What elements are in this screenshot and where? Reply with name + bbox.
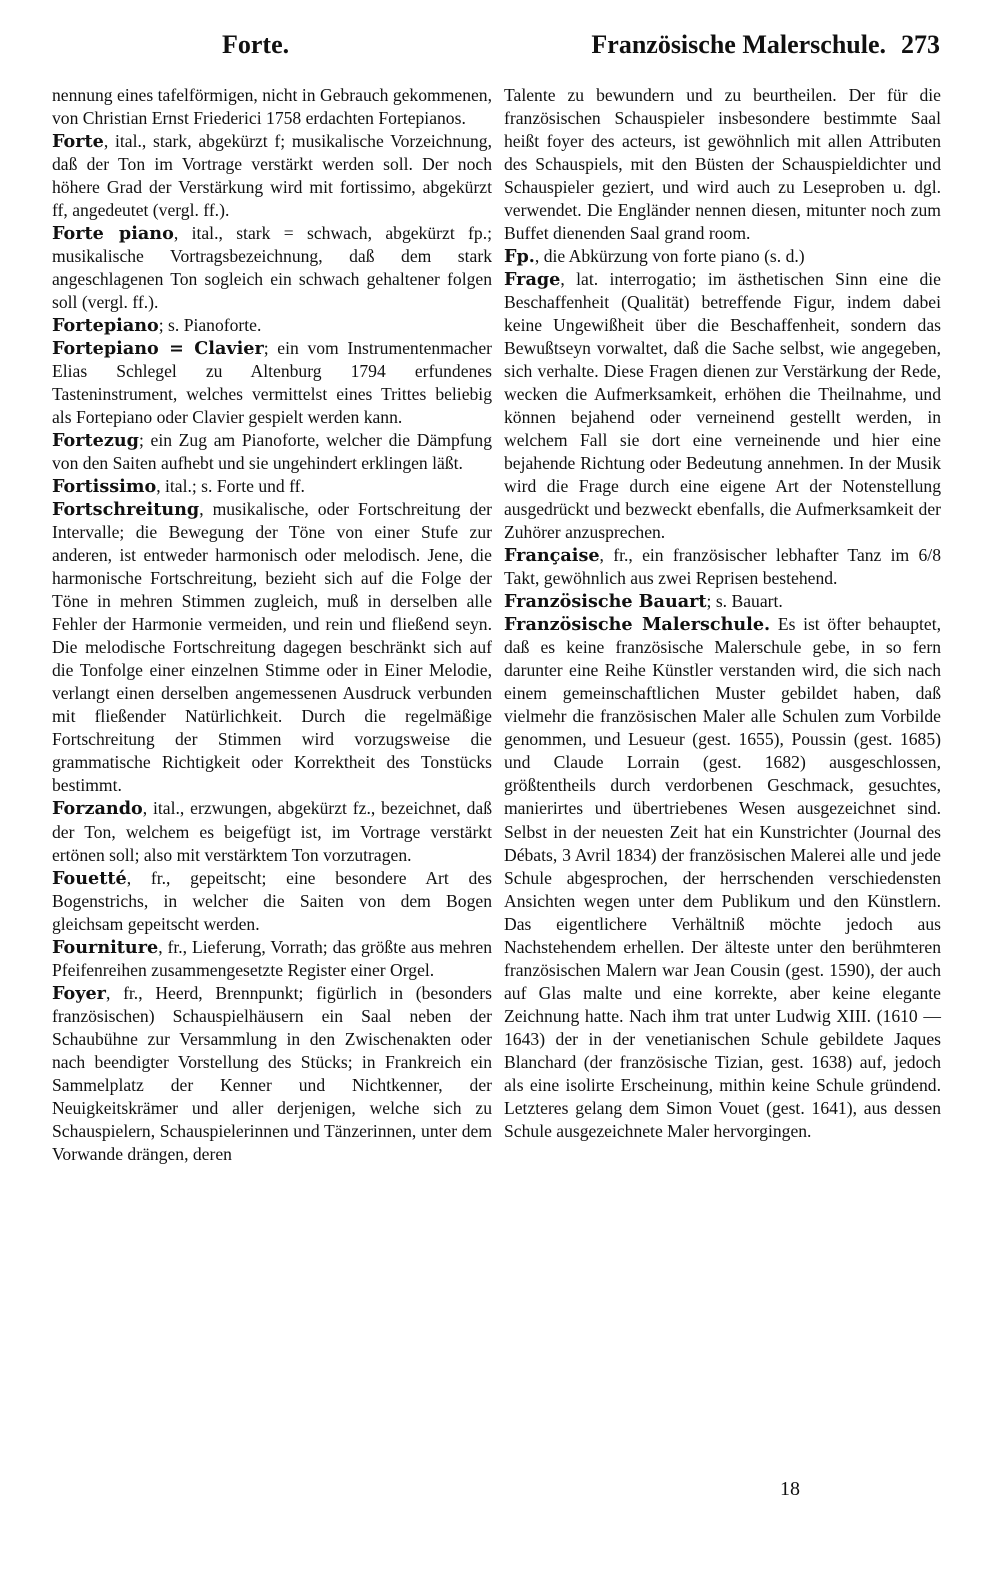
- entry-text: ; ein vom Instrumentenmacher Elias Schlegel zu Altenburg 1794 erfundenes Tasteninstrument, welches vermittelst eines Trittes beliebig als Fortepiano oder Clavier gespielt werden kann.: [52, 338, 492, 428]
- entry-text: , ital.; s. Forte und ff.: [156, 476, 305, 497]
- entry-text: , fr., Heerd, Brennpunkt; figürlich in (besonders französischen) Schauspielhäusern ein Saal neben der Schaubühne zur Versammlung in den Zwischenakten oder nach beendigter Vorstellung des Stücks; in Frankreich ein Sammelplatz der Kenner und Nichtkenner, der Neuigkeitskrämer und aller derjenigen, welche sich zu Schauspielern, Schauspielerinnen und Tänzerinnen, unter dem Vorwande drängen, deren: [52, 982, 492, 1164]
- entry-text: ; s. Bauart.: [706, 591, 783, 612]
- entry-headword: Französische Bauart: [504, 591, 707, 613]
- entry: [504, 613, 941, 1142]
- entry-text: , ital., stark, abgekürzt f; musikalische Vorzeichnung, daß der Ton im Vortrage verstärkt werden soll. Der noch höhere Grad der Verstärkung wird mit fortissimo, abgekürzt ff, angedeutet (vergl. ff.).: [52, 131, 492, 221]
- entry: [504, 245, 941, 268]
- entry: [52, 429, 492, 475]
- entry: [52, 797, 492, 866]
- entry: [52, 982, 492, 1166]
- entry-text: nennung eines tafelförmigen, nicht in Gebrauch gekommenen, von Christian Ernst Friederici 1758 erdachten Fortepianos.: [52, 85, 492, 129]
- entry: [504, 84, 941, 245]
- running-head: [50, 30, 940, 70]
- header-left-word: Forte.: [222, 30, 290, 59]
- entry-headword: Fortezug: [52, 430, 139, 452]
- entry: [52, 337, 492, 429]
- entry: [52, 84, 492, 130]
- entry-headword: Fortschreitung: [52, 499, 200, 521]
- entry-headword: Fortissimo: [52, 476, 157, 498]
- entry-headword: Fp.: [504, 246, 535, 268]
- left-column: [52, 84, 492, 1166]
- right-column: [504, 84, 941, 1143]
- entry-text: , musikalische, oder Fortschreitung der Intervalle; die Bewegung der Töne von einer Stufe zur anderen, ist entweder harmonisch oder melodisch. Jene, die harmonische Fortschreitung, bezieht sich auf die Folge der Töne in mehren Stimmen zugleich, muß in derselben alle Fehler der Harmonie vermeiden, und rein und fließend seyn. Die melodische Fortschreitung dagegen beschränkt sich auf die Tonfolge einer einzelnen Stimme oder in Einer Melodie, verlangt einen derselben angemessenen Ausdruck verbunden mit fließender Natürlichkeit. Durch die regelmäßige Fortschreitung der Stimmen wird vorzugsweise die grammatische Richtigkeit oder Korrektheit des Tonstücks bestimmt.: [52, 499, 492, 796]
- entry-headword: Foyer: [52, 982, 106, 1004]
- entry: [52, 222, 492, 314]
- entry-headword: Forte piano: [52, 223, 174, 245]
- entry-text: , fr., Lieferung, Vorrath; das größte aus mehren Pfeifenreihen zusammengesetzte Register einer Orgel.: [52, 936, 492, 980]
- entry-headword: Französische Malerschule.: [504, 614, 771, 636]
- entry-text: , lat. interrogatio; im ästhetischen Sinn eine die Beschaffenheit (Qualität) betreffende Figur, indem dabei keine Ungewißheit über die Beschaffenheit, sondern das Bewußtseyn vorwaltet, daß die Sache selbst, wie angegeben, sich verhalte. Diese Fragen dienen zur Verstärkung der Rede, wecken die Aufmerksamkeit, erhöhen die Theilnahme, und können bejahend oder verneinend gestellt werden, in welchem Fall sie dort eine verneinende und hier eine bejahende Richtung oder Bedeutung annehmen. In der Musik wird die Frage durch eine eigene Art der Notenstellung ausgedrückt und bezweckt ebenfalls, die Aufmerksamkeit der Zuhörer anzusprechen.: [504, 269, 941, 543]
- entry-headword: Fourniture: [52, 936, 159, 958]
- entry-headword: Française: [504, 545, 600, 567]
- entry: [504, 590, 941, 613]
- entry-headword: Forte: [52, 131, 104, 153]
- entry: [52, 314, 492, 337]
- entry-text: , fr., ein französischer lebhafter Tanz im 6/8 Takt, gewöhnlich aus zwei Reprisen bestehend.: [504, 545, 941, 589]
- entry: [52, 936, 492, 982]
- signature-mark: 18: [780, 1478, 800, 1500]
- entry-text: , ital., erzwungen, abgekürzt fz., bezeichnet, daß der Ton, welchem es beigefügt ist, im Vortrage verstärkt ertönen soll; also mit verstärktem Ton vorzutragen.: [52, 798, 492, 865]
- entry-headword: Fortepiano = Clavier: [52, 338, 264, 360]
- page-number: 273: [901, 30, 940, 59]
- entry: [504, 268, 941, 544]
- entry: [52, 498, 492, 797]
- entry-headword: Fortepiano: [52, 315, 159, 337]
- entry-text: Talente zu bewundern und zu beurtheilen. Der für die französischen Schauspieler insbesondere bestimmte Saal heißt foyer des acteurs, ist gewöhnlich mit allen Attributen des Schauspiels, mit den Büsten der Schauspieldichter und Schauspieler geziert, und wird auch zu Leseproben u. dgl. verwendet. Die Engländer nennen diesen, mitunter noch zum Buffet dienenden Saal grand room.: [504, 85, 941, 244]
- entry: [52, 867, 492, 936]
- entry-text: ; ein Zug am Pianoforte, welcher die Dämpfung von den Saiten aufhebt und sie ungehindert erklingen läßt.: [52, 430, 492, 474]
- entry-headword: Forzando: [52, 798, 143, 820]
- entry-text: , fr., gepeitscht; eine besondere Art des Bogenstrichs, in welcher die Saiten von dem Bogen gleichsam gepeitscht werden.: [52, 867, 492, 934]
- header-right-title: Französische Malerschule.: [591, 30, 886, 59]
- entry-text: , ital., stark = schwach, abgekürzt fp.; musikalische Vortragsbezeichnung, daß dem stark angeschlagenen Ton sogleich ein schwach gehaltener folgen soll (vergl. ff.).: [52, 223, 492, 313]
- entry: [504, 544, 941, 590]
- entry: [52, 475, 492, 498]
- entry-text: ; s. Pianoforte.: [158, 315, 262, 336]
- entry-text: Es ist öfter behauptet, daß es keine französische Malerschule gebe, in so fern darunter eine Reihe Künstler verstanden wird, die sich nach einem gemeinschaftlichen Muster gebildet haben, daß vielmehr die französischen Maler alle Schulen zum Vorbilde genommen, und Lesueur (gest. 1655), Poussin (gest. 1685) und Claude Lorrain (gest. 1682) ausgeschlossen, größtentheils durch verdorbenen Geschmack, gesuchtes, manierirtes und übertriebenes Wesen ausgezeichnet sind. Selbst in der neuesten Zeit hat ein Kunstrichter (Journal des Débats, 3 Avril 1834) der französischen Malerei alle und jede Schule abgesprochen, der herrschenden verschiedensten Ansichten wegen unter dem Publikum und den Künstlern. Das eigentlichere Verhältniß möchte jedoch aus Nachstehendem erhellen. Der älteste unter den berühmteren französischen Malern war Jean Cousin (gest. 1590), der auch auf Glas malte und eine korrekte, aber keine elegante Zeichnung hatte. Nach ihm trat unter Ludwig XIII. (1610 — 1643) der in der venetianischen Schule gebildete Jaques Blanchard (der französische Tizian, gest. 1638) auf, jedoch als eine isolirte Erscheinung, mithin keine Schule gründend. Letzteres gelang dem Simon Vouet (gest. 1641), aus dessen Schule ausgezeichnete Maler hervorgingen.: [504, 614, 941, 1141]
- entry: [52, 130, 492, 222]
- entry-headword: Fouetté: [52, 867, 127, 889]
- entry-headword: Frage: [504, 269, 561, 291]
- entry-text: , die Abkürzung von forte piano (s. d.): [534, 246, 805, 267]
